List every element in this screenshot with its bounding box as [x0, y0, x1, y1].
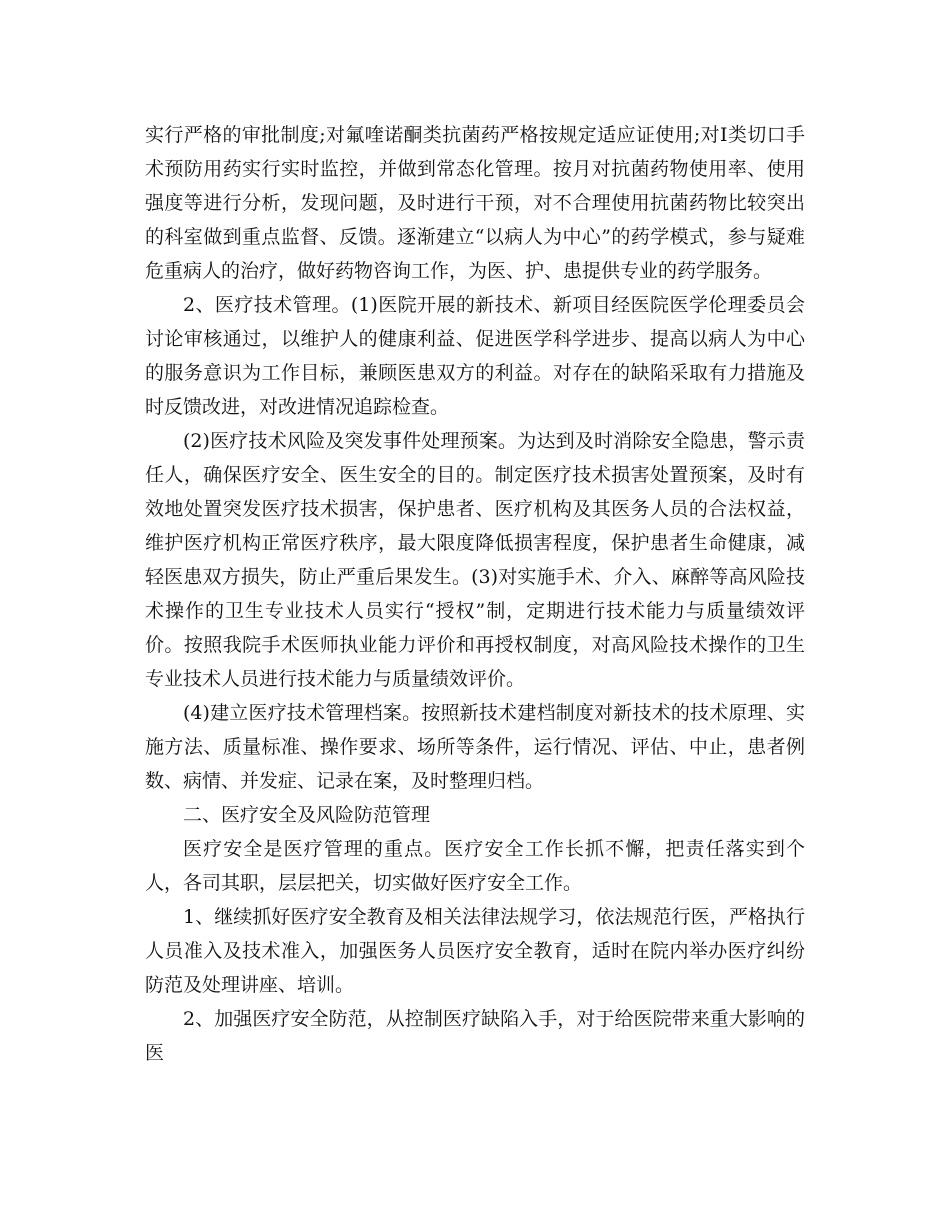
paragraph-technology-risk-plan: (2)医疗技术风险及突发事件处理预案。为达到及时消除安全隐患，警示责任人，确保医疗安全、医生安全的目的。制定医疗技术损害处置预案，及时有效地处置突发医疗技术损害，保护患者、医疗机构及其医务人员的合法权益，维护医疗机构正常医疗秩序，最大限度降低损害程度，保护患者生命健康，减轻医患双方损失，防止严重后果发生。(3)对实施手术、介入、麻醉等高风险技术操作的卫生专业技术人员实行“授权”制，定期进行技术能力与质量绩效评价。按照我院手术医师执业能力评价和再授权制度，对高风险技术操作的卫生专业技术人员进行技术能力与质量绩效评价。 [145, 430, 805, 690]
paragraph-safety-prevention: 2、加强医疗安全防范，从控制医疗缺陷入手，对于给医院带来重大影响的医 [145, 1008, 805, 1064]
document-page [145, 118, 805, 1070]
paragraph-safety-focus: 医疗安全是医疗管理的重点。医疗安全工作长抓不懈，把责任落实到个人，各司其职，层层把关，切实做好医疗安全工作。 [145, 838, 805, 894]
paragraph-safety-education: 1、继续抓好医疗安全教育及相关法律法规学习，依法规范行医，严格执行人员准入及技术准入，加强医务人员医疗安全教育，适时在院内举办医疗纠纷防范及处理讲座、培训。 [145, 906, 805, 996]
paragraph-pharmacy-continuation: 实行严格的审批制度;对氟喹诺酮类抗菌药严格按规定适应证使用;对Ⅰ类切口手术预防用药实行实时监控，并做到常态化管理。按月对抗菌药物使用率、使用强度等进行分析，发现问题，及时进行干预，对不合理使用抗菌药物比较突出的科室做到重点监督、反馈。逐渐建立“以病人为中心”的药学模式，参与疑难危重病人的治疗，做好药物咨询工作，为医、护、患提供专业的药学服务。 [145, 124, 805, 282]
paragraph-medical-technology-management: 2、医疗技术管理。(1)医院开展的新技术、新项目经医院医学伦理委员会讨论审核通过，以维护人的健康利益、促进医学科学进步、提高以病人为中心的服务意识为工作目标，兼顾医患双方的利益。对存在的缺陷采取有力措施及时反馈改进，对改进情况追踪检查。 [145, 294, 805, 418]
paragraph-technology-archive: (4)建立医疗技术管理档案。按照新技术建档制度对新技术的技术原理、实施方法、质量标准、操作要求、场所等条件，运行情况、评估、中止，患者例数、病情、并发症、记录在案，及时整理归档。 [145, 702, 805, 792]
section-heading-safety-risk: 二、医疗安全及风险防范管理 [183, 804, 431, 826]
